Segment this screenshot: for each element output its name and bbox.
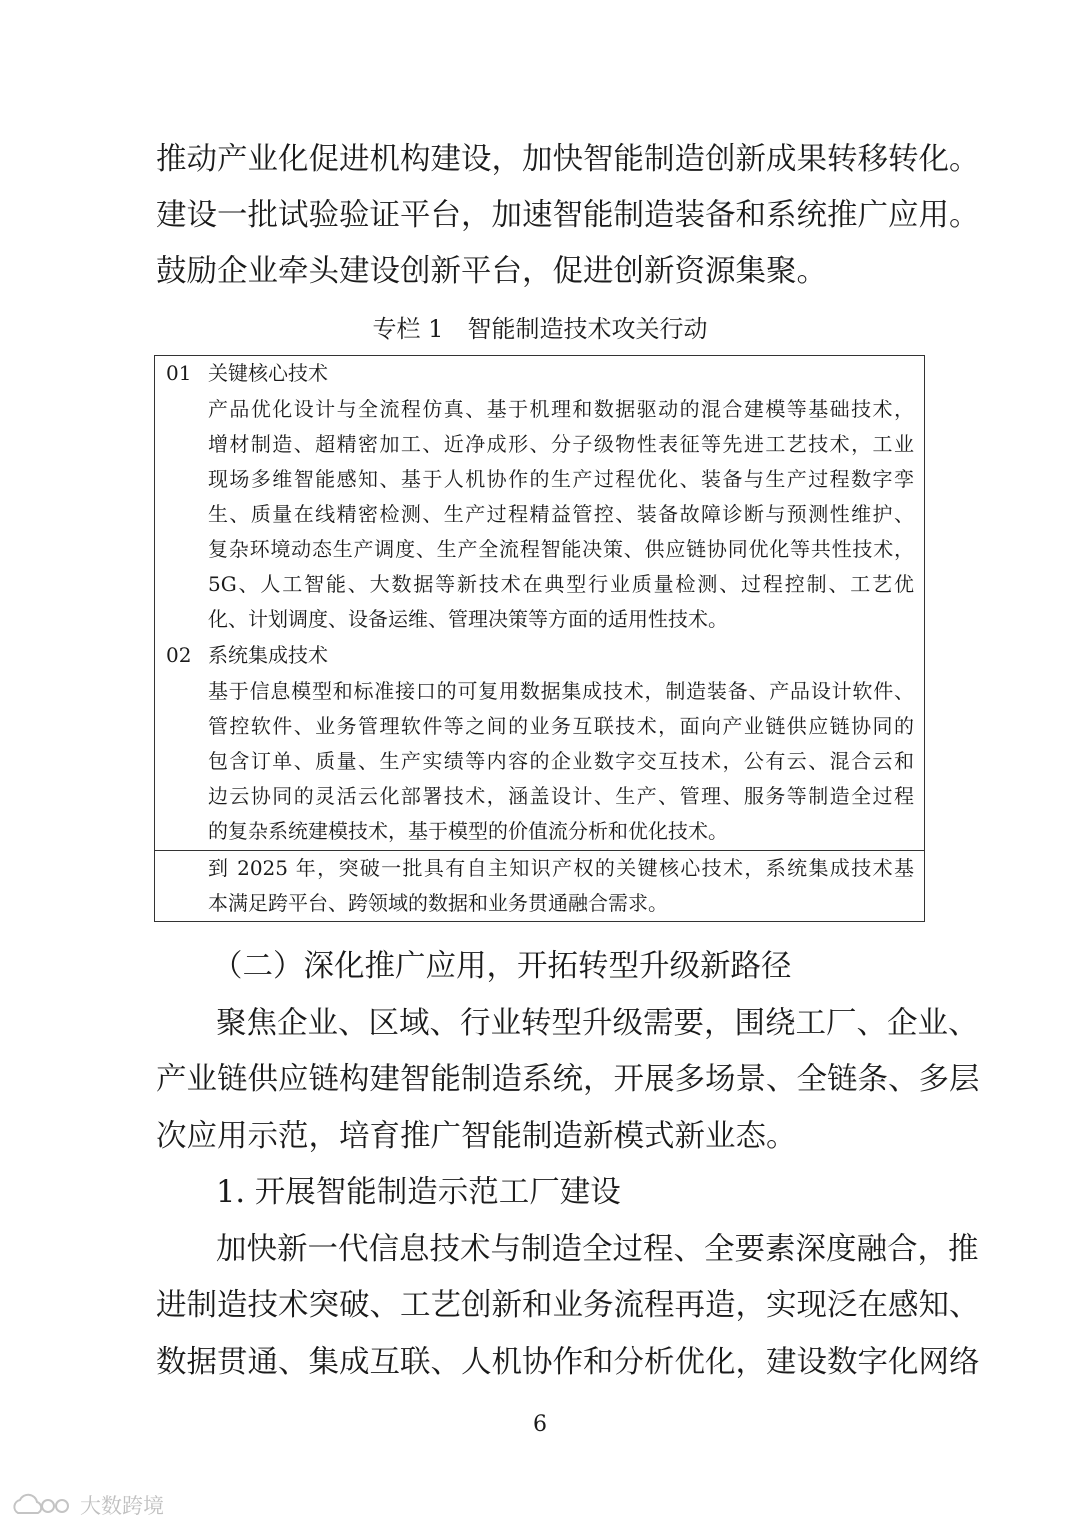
section-line: 基于信息模型和标准接口的可复用数据集成技术，制造装备、产品设计软件、 bbox=[208, 679, 914, 703]
page-number: 6 bbox=[533, 1412, 547, 1437]
watermark-text: 大数跨境 bbox=[80, 1494, 164, 1518]
section-title: 关键核心技术 bbox=[208, 361, 328, 385]
watermark bbox=[10, 1492, 164, 1520]
section-line: 增材制造、超精密加工、近净成形、分子级物性表征等先进工艺技术，工业 bbox=[208, 432, 914, 456]
section-heading: （二）深化推广应用，开拓转型升级新路径 bbox=[212, 949, 792, 984]
cloud-link-logo-icon bbox=[10, 1493, 74, 1519]
section-line: 5G、人工智能、大数据等新技术在典型行业质量检测、过程控制、工艺优 bbox=[208, 572, 914, 596]
section-number: 01 bbox=[166, 361, 192, 385]
section-line: 包含订单、质量、生产实绩等内容的企业数字交互技术，公有云、混合云和 bbox=[208, 749, 914, 773]
section-line: 管控软件、业务管理软件等之间的业务互联技术，面向产业链供应链协同的 bbox=[208, 714, 914, 738]
body-line: 进制造技术突破、工艺创新和业务流程再造，实现泛在感知、 bbox=[156, 1288, 980, 1323]
section-line: 生、质量在线精密检测、生产过程精益管控、装备故障诊断与预测性维护、 bbox=[208, 502, 914, 526]
body-line: 产业链供应链构建智能制造系统，开展多场景、全链条、多层 bbox=[156, 1062, 980, 1097]
body-line-1: 推动产业化促进机构建设，加快智能制造创新成果转移转化。 bbox=[156, 142, 980, 177]
section-line: 复杂环境动态生产调度、生产全流程智能决策、供应链协同优化等共性技术， bbox=[208, 537, 914, 561]
section-line: 现场多维智能感知、基于人机协作的生产过程优化、装备与生产过程数字孪 bbox=[208, 467, 914, 491]
column-title: 专栏 1 智能制造技术攻关行动 bbox=[372, 315, 708, 343]
section-title: 系统集成技术 bbox=[208, 643, 328, 667]
section-line: 的复杂系统建模技术，基于模型的价值流分析和优化技术。 bbox=[208, 819, 728, 843]
goal-line: 到 2025 年，突破一批具有自主知识产权的关键核心技术，系统集成技术基 bbox=[208, 856, 914, 880]
body-line: 加快新一代信息技术与制造全过程、全要素深度融合，推 bbox=[216, 1232, 979, 1267]
body-line-3: 鼓励企业牵头建设创新平台，促进创新资源集聚。 bbox=[156, 254, 827, 289]
column-divider bbox=[154, 850, 925, 851]
body-line: 数据贯通、集成互联、人机协作和分析优化，建设数字化网络 bbox=[156, 1345, 980, 1380]
section-number: 02 bbox=[166, 643, 192, 667]
section-line: 化、计划调度、设备运维、管理决策等方面的适用性技术。 bbox=[208, 607, 728, 631]
goal-line: 本满足跨平台、跨领域的数据和业务贯通融合需求。 bbox=[208, 891, 668, 915]
body-line: 次应用示范，培育推广智能制造新模式新业态。 bbox=[156, 1119, 797, 1154]
body-line: 聚焦企业、区域、行业转型升级需要，围绕工厂、企业、 bbox=[216, 1006, 979, 1041]
body-line-2: 建设一批试验验证平台，加速智能制造装备和系统推广应用。 bbox=[156, 198, 980, 233]
section-line: 产品优化设计与全流程仿真、基于机理和数据驱动的混合建模等基础技术， bbox=[208, 397, 914, 421]
subsection-heading: 1. 开展智能制造示范工厂建设 bbox=[216, 1175, 621, 1210]
section-line: 边云协同的灵活云化部署技术，涵盖设计、生产、管理、服务等制造全过程 bbox=[208, 784, 914, 808]
